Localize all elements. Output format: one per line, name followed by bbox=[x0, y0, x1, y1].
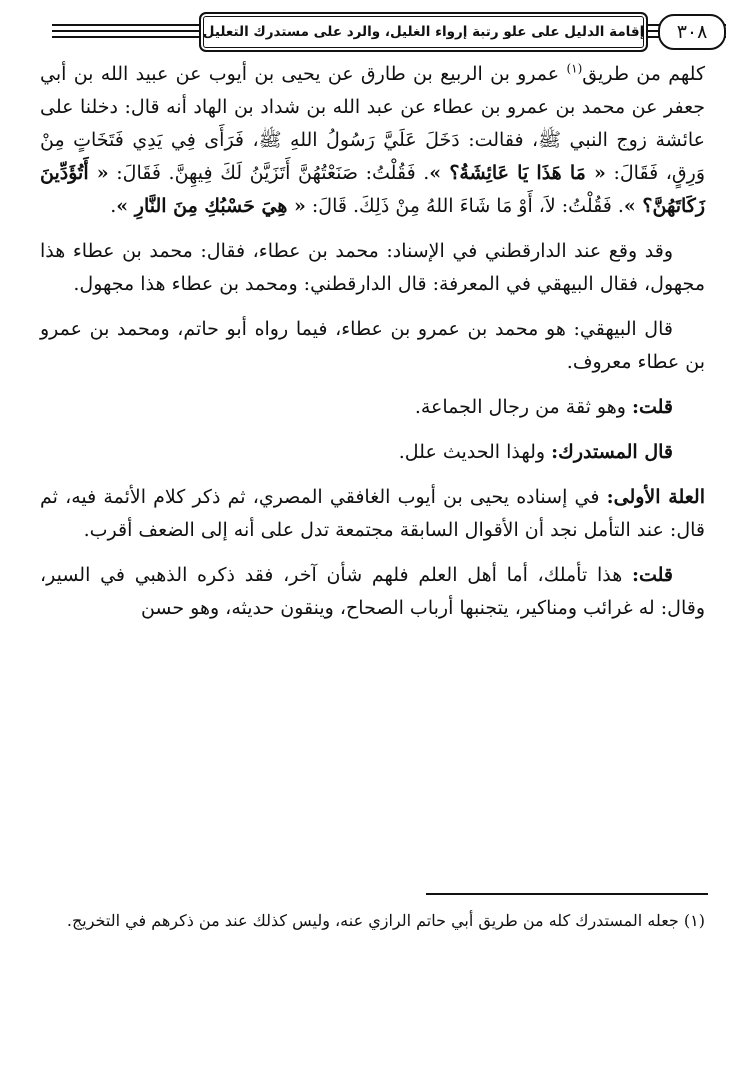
text-run: . bbox=[110, 195, 117, 217]
paragraph-label: قال المستدرك: bbox=[551, 441, 673, 463]
text-run: ولهذا الحديث علل. bbox=[398, 441, 552, 463]
page-header bbox=[52, 12, 726, 52]
hadith-text: . فَقُلْتُ: لاَ، أَوْ مَا شَاءَ اللهُ مِنْ ذَلِكَ. قَالَ: bbox=[305, 195, 624, 217]
hadith-text: . فَقُلْتُ: صَنَعْتُهُنَّ أَتَزَيَّنُ لَكَ فِيهِنَّ. فَقَالَ: bbox=[108, 162, 430, 184]
footnote-marker: (١) bbox=[566, 61, 583, 76]
paragraph-label: قلت: bbox=[631, 564, 673, 586]
paragraph bbox=[40, 436, 705, 469]
text-run: كلهم من طريق bbox=[582, 63, 705, 85]
paragraph bbox=[40, 559, 705, 625]
text-run: في إسناده يحيى بن أيوب الغافقي المصري، ثم ذكر كلام الأئمة فيه، ثم قال: عند التأمل نجد أن الأقوال السابقة مجتمعة تدل على أنه إلى الضعف أقرب. bbox=[40, 486, 705, 541]
hadith-quote: « مَا هَذَا يَا عَائِشَةُ؟ » bbox=[429, 162, 606, 184]
paragraph-label: العلة الأولى: bbox=[606, 486, 705, 508]
running-title: إقامة الدليل على علو رتبة إرواء الغليل، والرد على مستدرك التعليل bbox=[199, 12, 648, 52]
text-run: هذا تأملك، أما أهل العلم فلهم شأن آخر، فقد ذكره الذهبي في السير، وقال: له غرائب ومناكير، يتجنبها أرباب الصحاح، وينقون حديثه، وهو حسن bbox=[40, 564, 705, 619]
text-run: وهو ثقة من رجال الجماعة. bbox=[414, 396, 632, 418]
paragraph-label: قلت: bbox=[631, 396, 673, 418]
footnote-divider bbox=[426, 893, 708, 895]
text-run: عمرو بن الربيع بن طارق عن يحيى بن أيوب عن عبيد الله بن أبي جعفر عن محمد بن عمرو بن عطاء عن عبد الله بن شداد بن الهاد أنه قال: دخلنا على عائشة زوج النبي ﷺ، فقالت: bbox=[40, 63, 705, 151]
paragraph: قال البيهقي: هو محمد بن عمرو بن عطاء، فيما رواه أبو حاتم، ومحمد بن عمرو بن عطاء معروف. bbox=[40, 318, 705, 373]
hadith-quote: « هِيَ حَسْبُكِ مِنَ النَّارِ » bbox=[116, 195, 306, 217]
paragraph: وقد وقع عند الدارقطني في الإسناد: محمد بن عطاء، فقال: محمد بن عطاء هذا مجهول، فقال البيهقي في المعرفة: قال الدارقطني: ومحمد بن عطاء هذا مجهول. bbox=[40, 240, 705, 295]
page-number: ٣٠٨ bbox=[658, 14, 726, 50]
paragraph bbox=[40, 481, 705, 547]
hadith-text: دَخَلَ عَلَيَّ رَسُولُ اللهِ ﷺ، فَرَأَى فِي يَدِي فَتَخَاتٍ مِنْ وَرِقٍ، فَقَالَ: bbox=[40, 129, 705, 184]
footnote: (١) جعله المستدرك كله من طريق أبي حاتم الرازي عنه، وليس كذلك عند من ذكرهم في التخريج. bbox=[66, 911, 705, 930]
main-text bbox=[40, 58, 705, 637]
paragraph bbox=[40, 391, 705, 424]
hadith-quote: « أَتُؤَدِّينَ زَكَاتَهُنَّ؟ » bbox=[40, 162, 705, 217]
paragraph bbox=[40, 58, 705, 223]
